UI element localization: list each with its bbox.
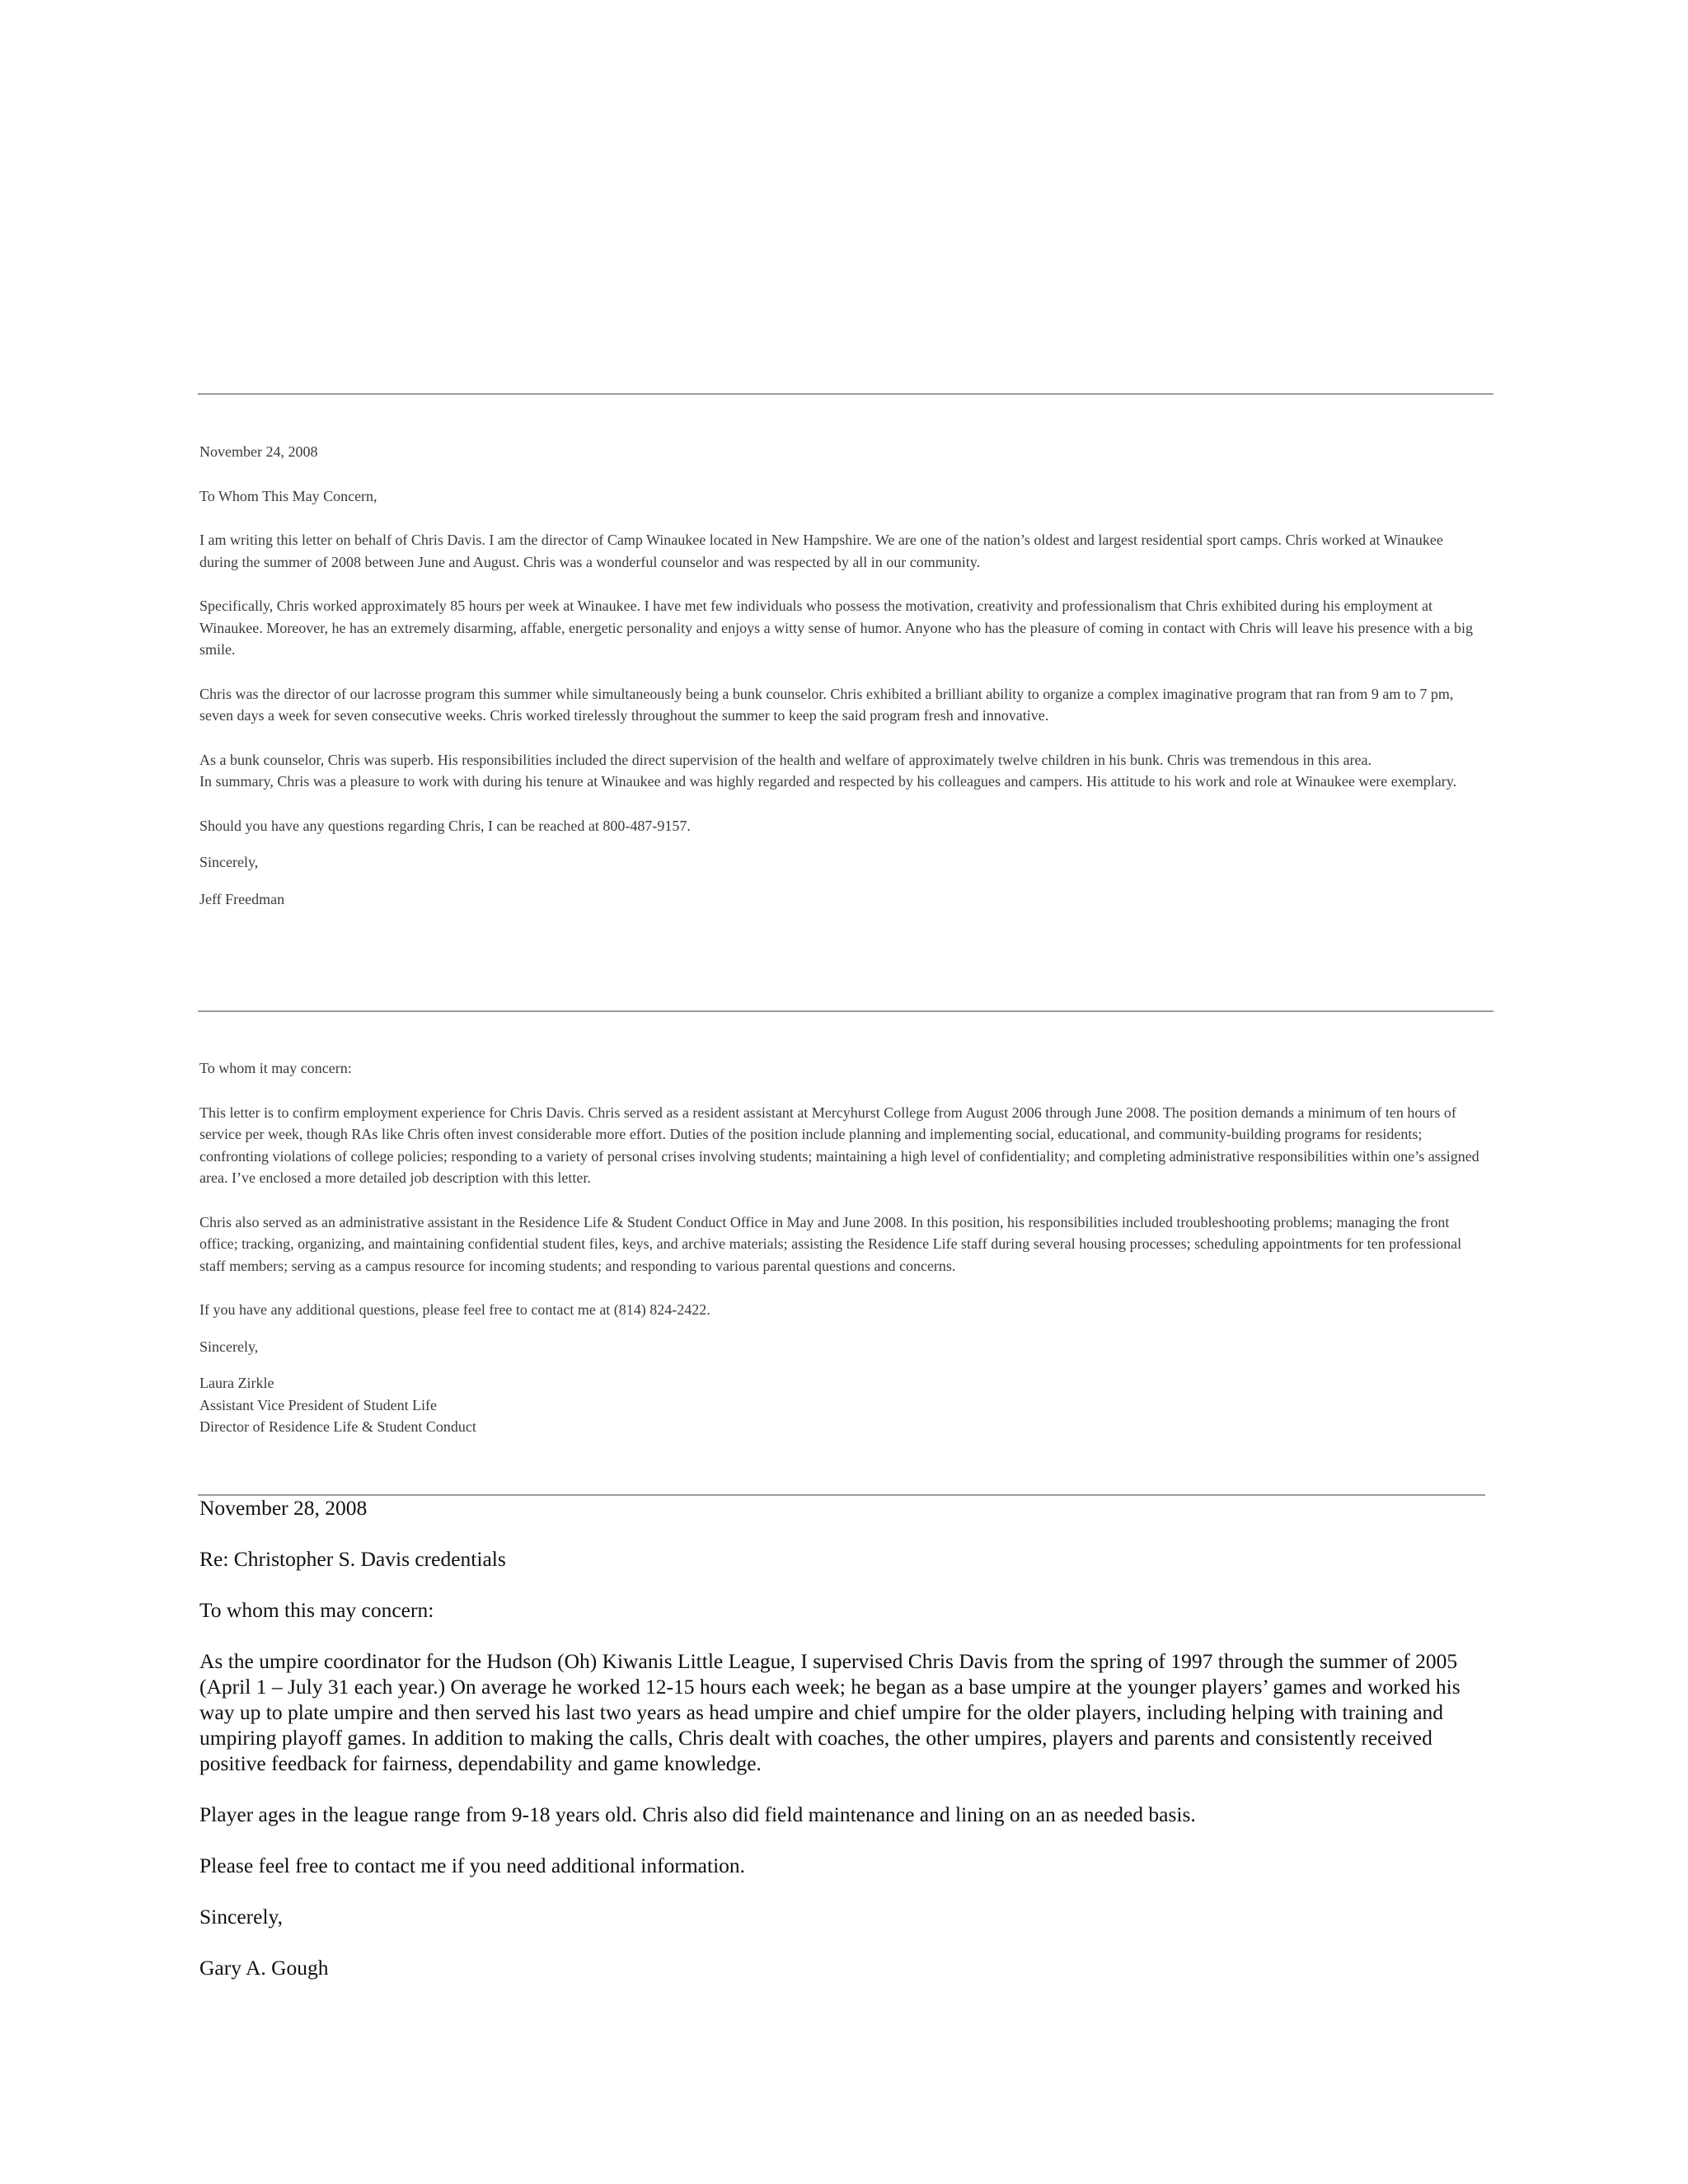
letter-signer-title: Assistant Vice President of Student Life: [199, 1396, 438, 1413]
letter-paragraph: As the umpire coordinator for the Hudson (Oh) Kiwanis Little League, I supervised Chris Davis from the spring of 1997 through the summer of 2005 (April 1 – July 31 each year.) On average he worked 12-15 hours each week; he began as a base umpire at the younger players’ games and worked his way up to plate umpire and then served his last two years as head umpire and chief umpire for the older players, including helping with training and umpiring playoff games. In addition to making the calls, Chris dealt with coaches, the other umpires, players and parents and consistently received positive feedback for fairness, dependability and game knowledge.: [199, 1649, 1461, 1775]
letter-paragraph: This letter is to confirm employment experience for Chris Davis. Chris served as a resident assistant at Mercyhurst College from August 2006 through June 2008. The position demands a minimum of ten hours of service per week, though RAs like Chris often invest considerable more effort. Duties of the position include planning and implementing social, educational, and community-building programs for residents; confronting violations of college policies; responding to a variety of personal crises involving students; maintaining a high level of confidentiality; and completing administrative responsibilities within one’s assigned area. I’ve enclosed a more detailed job description with this letter.: [199, 1104, 1479, 1186]
letter-paragraph: As a bunk counselor, Chris was superb. His responsibilities included the direct supervision of the health and welfare of approximately twelve children in his bunk. Chris was tremendous in this area.: [199, 751, 1372, 768]
letter-date: November 28, 2008: [199, 1496, 368, 1520]
letter-date: November 24, 2008: [199, 443, 318, 460]
letter-subject: Re: Christopher S. Davis credentials: [199, 1547, 506, 1571]
letter-closing: Sincerely,: [199, 1338, 259, 1355]
letter-signer: Jeff Freedman: [199, 890, 285, 907]
letter-closing: Sincerely,: [199, 854, 259, 870]
separator-line: [198, 1010, 1493, 1012]
separator-line: [198, 393, 1493, 395]
letter-salutation: To Whom This May Concern,: [199, 487, 377, 504]
letter-paragraph: I am writing this letter on behalf of Chris Davis. I am the director of Camp Winaukee located in New Hampshire. We are one of the nation’s oldest and largest residential sport camps. Chris worked at Winaukee during the summer of 2008 between June and August. Chris was a wonderful counselor and was respected by all in our community.: [199, 532, 1443, 570]
letter-salutation: To whom it may concern:: [199, 1060, 352, 1076]
letter-signer-title: Director of Residence Life & Student Conduct: [199, 1418, 476, 1435]
letter-kiwanis-little-league: [199, 1495, 1481, 1980]
letter-salutation: To whom this may concern:: [199, 1598, 434, 1622]
letter-paragraph: In summary, Chris was a pleasure to work with during his tenure at Winaukee and was highly regarded and respected by his colleagues and campers. His attitude to his work and role at Winaukee were exemplary.: [199, 773, 1457, 790]
letter-mercyhurst-college: [199, 1057, 1481, 1438]
letter-paragraph: Specifically, Chris worked approximately 85 hours per week at Winaukee. I have met few individuals who possess the motivation, creativity and professionalism that Chris exhibited during his employment at Winaukee. Moreover, he has an extremely disarming, affable, energetic personality and enjoys a witty sense of humor. Anyone who has the pleasure of coming in contact with Chris will leave his presence with a big smile.: [199, 598, 1473, 658]
letter-paragraph: Chris was the director of our lacrosse program this summer while simultaneously being a bunk counselor. Chris exhibited a brilliant ability to organize a complex imaginative program that ran from 9 am to 7 pm, seven days a week for seven consecutive weeks. Chris worked tirelessly throughout the summer to keep the said program fresh and innovative.: [199, 685, 1454, 724]
letter-paragraph: Chris also served as an administrative assistant in the Residence Life & Student Conduct Office in May and June 2008. In this position, his responsibilities included troubleshooting problems; managing the front office; tracking, organizing, and maintaining confidential student files, keys, and archive materials; assisting the Residence Life staff during several housing processes; scheduling appointments for ten professional staff members; serving as a campus resource for incoming students; and responding to various parental questions and concerns.: [199, 1213, 1462, 1274]
letter-closing: Sincerely,: [199, 1905, 284, 1929]
letter-camp-winaukee: [199, 441, 1477, 910]
letter-signer: Gary A. Gough: [199, 1956, 329, 1980]
letter-paragraph: Player ages in the league range from 9-18 years old. Chris also did field maintenance and lining on an as needed basis.: [199, 1802, 1196, 1826]
letter-paragraph: Please feel free to contact me if you need additional information.: [199, 1854, 746, 1877]
letter-paragraph: Should you have any questions regarding Chris, I can be reached at 800-487-9157.: [199, 817, 691, 834]
letter-paragraph: If you have any additional questions, please feel free to contact me at (814) 824-2422.: [199, 1301, 710, 1318]
letter-signer-name: Laura Zirkle: [199, 1375, 274, 1391]
